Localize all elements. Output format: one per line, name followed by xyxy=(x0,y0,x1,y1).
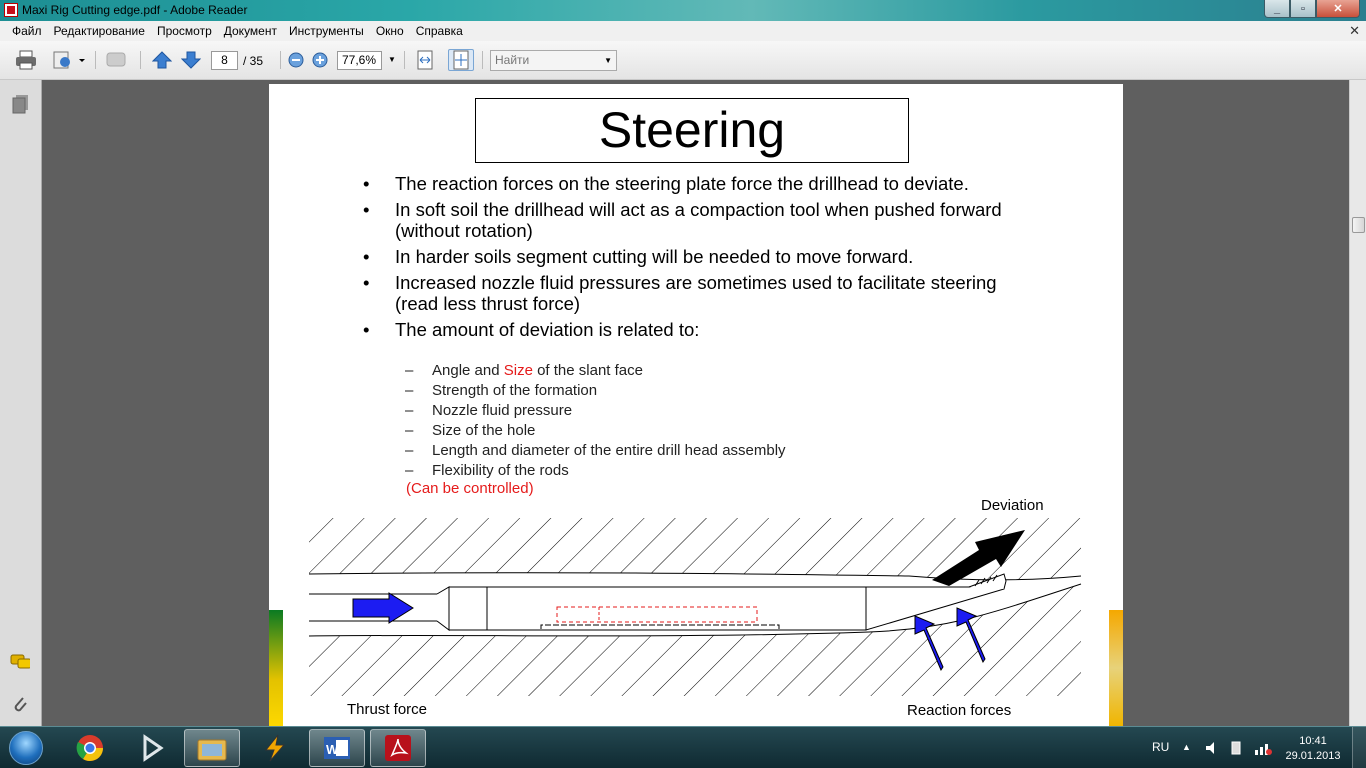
bullet-item: • In harder soils segment cutting will be needed to move forward. xyxy=(363,246,914,267)
minimize-button[interactable]: _ xyxy=(1264,0,1290,18)
chrome-icon xyxy=(75,733,105,763)
pdf-page xyxy=(269,84,1123,726)
search-placeholder: Найти xyxy=(495,53,530,67)
attachments-icon[interactable] xyxy=(10,694,30,714)
adobe-reader-icon xyxy=(4,3,18,17)
maximize-button[interactable]: ▫ xyxy=(1290,0,1316,18)
zoom-in-icon xyxy=(312,52,328,68)
word-icon xyxy=(322,734,352,762)
page-total: / 35 xyxy=(243,54,264,68)
sub-item: – Length and diameter of the entire drill head assembly xyxy=(405,442,786,459)
sub-item: – Angle and Size of the slant face xyxy=(405,362,643,379)
adobe-reader-taskbar-icon xyxy=(383,733,413,763)
fit-width-button[interactable] xyxy=(413,49,437,71)
zoom-out-icon xyxy=(288,52,304,68)
share-icon xyxy=(51,50,85,70)
taskbar-chrome[interactable] xyxy=(62,729,118,767)
title-bar xyxy=(0,0,1366,21)
close-document-icon[interactable]: ✕ xyxy=(1349,23,1360,38)
search-input[interactable] xyxy=(490,50,617,71)
svg-text:W: W xyxy=(326,742,339,757)
fit-page-button[interactable] xyxy=(448,49,474,71)
sub-item: – Flexibility of the rods xyxy=(405,462,569,479)
bullet-item: • In soft soil the drillhead will act as a compaction tool when pushed forward (without rotation) xyxy=(363,199,1002,241)
rod-coupling xyxy=(437,587,449,630)
comment-icon xyxy=(105,50,129,70)
navigation-panel xyxy=(0,80,42,726)
start-button[interactable] xyxy=(3,729,49,767)
volume-icon[interactable] xyxy=(1204,740,1220,759)
previous-page-button[interactable] xyxy=(150,49,174,71)
menu-bar xyxy=(0,21,1366,41)
zoom-in-button[interactable] xyxy=(311,49,329,71)
menu-window[interactable]: Окно xyxy=(375,24,404,38)
share-button[interactable] xyxy=(48,49,88,71)
sub-item: – Nozzle fluid pressure xyxy=(405,402,573,419)
arrow-down-icon xyxy=(181,50,201,70)
clock-time: 10:41 xyxy=(1299,735,1327,747)
housing-front xyxy=(449,587,487,630)
zoom-level-field[interactable]: 77,6% xyxy=(337,51,382,70)
zoom-out-button[interactable] xyxy=(287,49,305,71)
scroll-thumb[interactable] xyxy=(1352,217,1365,233)
print-button[interactable] xyxy=(12,49,40,71)
thrust-arrow xyxy=(353,593,413,623)
next-page-button[interactable] xyxy=(179,49,203,71)
page-number-input[interactable]: 8 xyxy=(211,51,238,70)
menu-file[interactable]: Файл xyxy=(12,24,42,38)
fit-page-icon xyxy=(452,50,470,70)
show-desktop-button[interactable] xyxy=(1352,727,1366,768)
taskbar-media[interactable] xyxy=(124,729,180,767)
taskbar-winamp[interactable] xyxy=(247,729,303,767)
menu-document[interactable]: Документ xyxy=(223,24,277,38)
taskbar xyxy=(0,726,1366,768)
taskbar-word[interactable] xyxy=(309,729,365,767)
close-button[interactable]: ✕ xyxy=(1316,0,1360,18)
tray-expand-icon[interactable]: ▲ xyxy=(1182,742,1191,752)
bullet-item: • The amount of deviation is related to: xyxy=(363,319,700,340)
arrow-up-icon xyxy=(152,50,172,70)
slide-title: Steering xyxy=(475,98,909,163)
taskbar-adobe-reader[interactable] xyxy=(370,729,426,767)
menu-view[interactable]: Просмотр xyxy=(156,24,212,38)
controlled-note: (Can be controlled) xyxy=(406,480,534,497)
folder-icon xyxy=(196,734,228,762)
usb-icon[interactable] xyxy=(1228,740,1244,759)
window-title: Maxi Rig Cutting edge.pdf - Adobe Reader xyxy=(22,3,248,17)
menu-tools[interactable]: Инструменты xyxy=(288,24,364,38)
sub-item: – Size of the hole xyxy=(405,422,536,439)
drill-diagram xyxy=(269,84,1123,726)
toolbar xyxy=(0,41,1366,80)
clock-date: 29.01.2013 xyxy=(1285,750,1341,762)
menu-edit[interactable]: Редактирование xyxy=(53,24,145,38)
zoom-dropdown-icon[interactable]: ▼ xyxy=(388,55,396,64)
thrust-force-label: Thrust force xyxy=(347,701,428,718)
printer-icon xyxy=(15,50,37,70)
winamp-icon xyxy=(260,733,290,763)
taskbar-explorer[interactable] xyxy=(184,729,240,767)
reaction-forces-label: Reaction forces xyxy=(907,702,1012,719)
clock[interactable] xyxy=(1284,734,1342,764)
drill-housing xyxy=(487,587,866,630)
windows-orb-icon xyxy=(9,731,43,765)
media-player-icon xyxy=(137,733,167,763)
vertical-scrollbar[interactable] xyxy=(1349,80,1366,726)
comments-icon[interactable] xyxy=(10,652,30,672)
sub-item: – Strength of the formation xyxy=(405,382,598,399)
network-icon[interactable] xyxy=(1254,740,1272,759)
bullet-item: • The reaction forces on the steering plate force the drillhead to deviate. xyxy=(363,173,969,194)
language-indicator[interactable]: RU xyxy=(1152,740,1170,754)
comment-button[interactable] xyxy=(103,49,131,71)
bullet-item: • Increased nozzle fluid pressures are sometimes used to facilitate steering (read less thrust force) xyxy=(363,272,997,314)
search-dropdown-icon[interactable]: ▼ xyxy=(604,56,612,65)
pages-icon[interactable] xyxy=(10,94,30,114)
menu-help[interactable]: Справка xyxy=(415,24,463,38)
deviation-label: Deviation xyxy=(981,497,1044,514)
fit-width-icon xyxy=(416,50,434,70)
